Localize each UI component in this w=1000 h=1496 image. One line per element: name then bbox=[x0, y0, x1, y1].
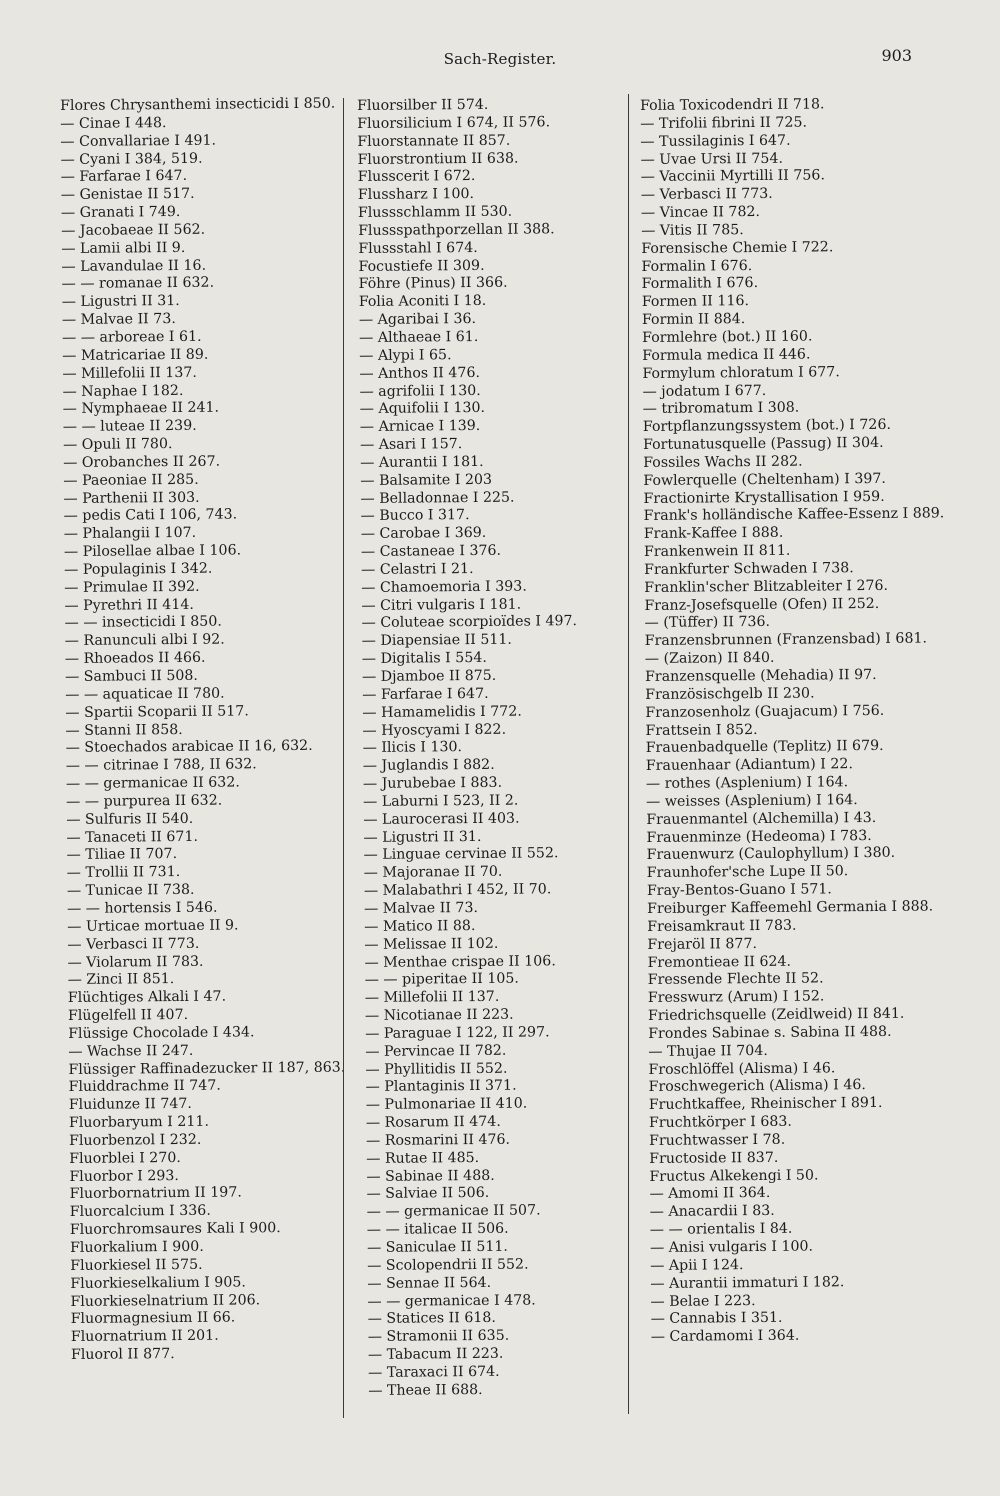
index-entry: — Urticae mortuae II 9. bbox=[67, 917, 239, 935]
index-entry: Fortunatusquelle (Passug) II 304. bbox=[642, 434, 884, 454]
index-entry: — Malabathri I 452, II 70. bbox=[363, 881, 552, 900]
index-entry: — Opuli II 780. bbox=[62, 436, 173, 454]
page-number: 903 bbox=[881, 46, 912, 65]
index-entry: Frauenminze (Hedeoma) I 783. bbox=[646, 827, 872, 846]
index-entry: — Laburni I 523, II 2. bbox=[363, 792, 519, 810]
index-entry: — Castaneae I 376. bbox=[360, 542, 502, 561]
index-entry: — — arboreae I 61. bbox=[62, 328, 202, 346]
index-entry: — Juglandis I 882. bbox=[362, 757, 495, 775]
index-entry: — tribromatum I 308. bbox=[642, 399, 800, 418]
index-entry: — Tiliae II 707. bbox=[66, 846, 178, 864]
index-entry: — Nicotianae II 223. bbox=[364, 1006, 514, 1024]
index-entry: — Apii I 124. bbox=[650, 1256, 744, 1274]
index-entry: — Malvae II 73. bbox=[61, 311, 176, 329]
index-entry: Frauenbadquelle (Teplitz) II 679. bbox=[645, 738, 884, 757]
index-entry: Fluorchromsaures Kali I 900. bbox=[69, 1220, 281, 1239]
index-column-2 bbox=[357, 96, 648, 1401]
index-entry: — — aquaticae II 780. bbox=[65, 685, 225, 703]
index-entry: — Parthenii II 303. bbox=[63, 489, 200, 507]
index-entry: — Pyrethri II 414. bbox=[64, 596, 194, 614]
index-entry: — Vincae II 782. bbox=[640, 204, 761, 222]
index-entry: — — piperitae II 105. bbox=[364, 970, 519, 989]
index-entry: — Menthae crispae II 106. bbox=[364, 952, 556, 971]
index-entry: — Uvae Ursi II 754. bbox=[640, 150, 784, 168]
index-entry: — Ligustri II 31. bbox=[61, 293, 180, 311]
index-entry: Formalin I 676. bbox=[641, 257, 753, 275]
index-entry: — Orobanches II 267. bbox=[63, 453, 221, 471]
index-entry: — Balsamite I 203 bbox=[360, 471, 493, 489]
index-entry: — Jacobaeae II 562. bbox=[61, 221, 206, 239]
index-entry: Fremontieae II 624. bbox=[647, 953, 792, 971]
index-entry: Fowlerquelle (Cheltenham) I 397. bbox=[643, 470, 886, 489]
index-entry: — Plantaginis II 371. bbox=[365, 1078, 517, 1096]
index-entry: Frondes Sabinae s. Sabina II 488. bbox=[648, 1023, 892, 1042]
index-entry: — Malvae II 73. bbox=[364, 899, 479, 917]
index-entry: — Wachse II 247. bbox=[68, 1042, 194, 1060]
index-entry: Fluorsilicium I 674, II 576. bbox=[357, 114, 551, 132]
index-entry: Formalith I 676. bbox=[641, 275, 759, 293]
index-entry: Frankfurter Schwaden I 738. bbox=[644, 560, 854, 578]
index-entry: — Verbasci II 773. bbox=[67, 935, 200, 953]
index-entry: — Majoranae II 70. bbox=[363, 864, 503, 882]
index-entry: Formula medica II 446. bbox=[642, 346, 811, 364]
column-divider bbox=[343, 98, 344, 1418]
index-entry: Franzensbrunnen (Franzensbad) I 681. bbox=[644, 630, 928, 650]
index-entry: Fluorbor I 293. bbox=[69, 1167, 179, 1185]
index-entry: — Cardamomi I 364. bbox=[650, 1327, 800, 1346]
index-entry: — Hamamelidis I 772. bbox=[362, 703, 522, 721]
index-entry: Fressende Flechte II 52. bbox=[647, 970, 824, 989]
index-entry: Franklin'scher Blitzableiter I 276. bbox=[644, 577, 889, 596]
index-entry: — Asari I 157. bbox=[359, 436, 463, 454]
index-entry: Fluornatrium II 201. bbox=[70, 1327, 219, 1346]
index-entry: Flores Chrysanthemi insecticidi I 850. bbox=[60, 95, 336, 114]
index-entry: — Naphae I 182. bbox=[62, 382, 184, 400]
index-entry: — — romanae II 632. bbox=[61, 275, 215, 293]
index-entry: — Millefolii II 137. bbox=[364, 988, 500, 1007]
index-entry: — Laurocerasi II 403. bbox=[363, 810, 520, 828]
index-entry: — Melissae II 102. bbox=[364, 935, 499, 953]
index-entry: — Pilosellae albae I 106. bbox=[63, 542, 242, 561]
index-entry: — Scolopendrii II 552. bbox=[367, 1256, 529, 1274]
index-entry: — Linguae cervinae II 552. bbox=[363, 845, 559, 864]
index-entry: — Cannabis I 351. bbox=[650, 1310, 783, 1328]
index-entry: Friedrichsquelle (Zeidlweid) II 841. bbox=[647, 1005, 905, 1024]
index-entry: — Millefolii II 137. bbox=[62, 364, 197, 382]
index-entry: — Populaginis I 342. bbox=[64, 560, 213, 578]
index-entry: — Statices II 618. bbox=[367, 1310, 496, 1328]
index-entry: — Sabinae II 488. bbox=[366, 1167, 495, 1185]
index-entry: Fluorsilber II 574. bbox=[357, 96, 489, 114]
index-entry: — Matico II 88. bbox=[364, 917, 476, 935]
index-entry: — Sambuci II 508. bbox=[64, 667, 198, 685]
index-entry: — Jurubebae I 883. bbox=[362, 774, 503, 793]
index-entry: — Chamoemoria I 393. bbox=[361, 578, 527, 596]
index-entry: Fructus Alkekengi I 50. bbox=[649, 1167, 819, 1185]
index-entry: Frank-Kaffee I 888. bbox=[643, 525, 784, 543]
index-entry: — Tabacum II 223. bbox=[367, 1345, 504, 1364]
index-entry: Flüssige Chocolade I 434. bbox=[68, 1024, 255, 1042]
index-entry: — Arnicae I 139. bbox=[359, 418, 481, 436]
index-entry: Fluidunze II 747. bbox=[68, 1096, 192, 1114]
index-entry: Frattsein I 852. bbox=[645, 721, 758, 739]
index-entry: Frauenhaar (Adiantum) I 22. bbox=[645, 756, 854, 775]
index-entry: — Citri vulgaris I 181. bbox=[361, 596, 522, 614]
index-entry: — Zinci II 851. bbox=[67, 971, 175, 989]
index-entry: — agrifolii I 130. bbox=[359, 382, 481, 400]
index-entry: — — citrinae I 788, II 632. bbox=[65, 756, 257, 775]
index-entry: — Genistae II 517. bbox=[60, 186, 195, 204]
index-entry: Fluorkieselkalium I 905. bbox=[70, 1274, 246, 1292]
index-entry: — Vitis II 785. bbox=[641, 222, 744, 239]
index-entry: — Stramonii II 635. bbox=[367, 1327, 510, 1346]
index-entry: Fortpflanzungssystem (bot.) I 726. bbox=[642, 417, 892, 436]
index-entry: Fruchtkörper I 683. bbox=[648, 1113, 792, 1132]
index-entry: — — germanicae II 507. bbox=[366, 1202, 541, 1221]
index-entry: Fraunhofer'sche Lupe II 50. bbox=[646, 863, 849, 882]
index-entry: — Agaribai I 36. bbox=[358, 311, 477, 329]
index-entry: Fluorkiesel II 575. bbox=[70, 1256, 203, 1274]
index-entry: Fruchtwasser I 78. bbox=[649, 1131, 786, 1149]
index-entry: — weisses (Asplenium) I 164. bbox=[646, 792, 858, 810]
index-entry: — Trollii II 731. bbox=[66, 864, 181, 882]
index-entry: — Rhoeados II 466. bbox=[64, 649, 206, 668]
index-entry: Formylum chloratum I 677. bbox=[642, 363, 840, 382]
index-entry: Flüchtiges Alkali I 47. bbox=[67, 988, 227, 1007]
index-entry: — Taraxaci II 674. bbox=[368, 1363, 500, 1381]
index-entry: — Tunicae II 738. bbox=[66, 881, 195, 900]
index-entry: Föhre (Pinus) II 366. bbox=[358, 275, 508, 293]
index-entry: — Belladonnae I 225. bbox=[360, 489, 515, 507]
index-entry: — Rutae II 485. bbox=[366, 1149, 480, 1167]
index-entry: — — purpurea II 632. bbox=[66, 792, 223, 810]
index-entry: — — luteae II 239. bbox=[62, 418, 197, 436]
index-entry: Folia Toxicodendri II 718. bbox=[640, 96, 825, 114]
index-entry: Fluiddrachme II 747. bbox=[68, 1078, 221, 1096]
index-entry: Franzosenholz (Guajacum) I 756. bbox=[645, 702, 885, 721]
index-entry: — Theae II 688. bbox=[368, 1381, 483, 1399]
index-entry: Fructoside II 837. bbox=[649, 1149, 779, 1167]
index-entry: — Anisi vulgaris I 100. bbox=[649, 1238, 814, 1256]
index-entry: Focustiefe II 309. bbox=[358, 257, 485, 275]
index-entry: — Trifolii fibrini II 725. bbox=[640, 114, 808, 132]
index-entry: — Cinae I 448. bbox=[60, 114, 167, 132]
index-entry: Froschwegerich (Alisma) I 46. bbox=[648, 1077, 866, 1096]
index-entry: Fluorcalcium I 336. bbox=[69, 1203, 211, 1221]
index-entry: — Lavandulae II 16. bbox=[61, 257, 207, 275]
index-entry: — Ilicis I 130. bbox=[362, 739, 463, 757]
index-entry: — Aquifolii I 130. bbox=[359, 400, 486, 418]
column-divider bbox=[628, 94, 629, 1414]
index-entry: — (Tüffer) II 736. bbox=[644, 614, 771, 632]
index-entry: — Sulfuris II 540. bbox=[66, 810, 194, 828]
index-entry: Flügelfell II 407. bbox=[67, 1006, 189, 1024]
index-entry: Formen II 116. bbox=[641, 293, 750, 311]
index-entry: — Farfarae I 647. bbox=[362, 685, 489, 703]
index-entry: — Sennae II 564. bbox=[367, 1274, 492, 1292]
index-entry: — Digitalis I 554. bbox=[361, 650, 487, 668]
index-entry: — Djamboe II 875. bbox=[361, 667, 497, 685]
index-entry: — Hyoscyami I 822. bbox=[362, 721, 507, 739]
index-entry: Fluorkalium I 900. bbox=[69, 1238, 204, 1256]
index-entry: — jodatum I 677. bbox=[642, 382, 767, 400]
index-entry: — Ligustri II 31. bbox=[363, 828, 482, 846]
index-entry: Formin II 884. bbox=[641, 311, 746, 329]
index-entry: — — germanicae II 632. bbox=[65, 774, 240, 793]
index-entry: — — orientalis I 84. bbox=[649, 1220, 793, 1239]
index-entry: Flussharz I 100. bbox=[357, 186, 475, 204]
index-entry: — (Zaizon) II 840. bbox=[644, 650, 775, 668]
index-entry: Freisamkraut II 783. bbox=[647, 917, 797, 935]
index-entry: — Verbasci II 773. bbox=[640, 186, 773, 204]
index-entry: — Paraguae I 122, II 297. bbox=[365, 1024, 550, 1042]
index-entry: Frauenmantel (Alchemilla) I 43. bbox=[646, 809, 877, 828]
index-entry: — Saniculae II 511. bbox=[366, 1238, 508, 1256]
index-entry: — Tanaceti II 671. bbox=[66, 828, 199, 846]
index-entry: — — italicae II 506. bbox=[366, 1220, 509, 1239]
index-entry: — Diapensiae II 511. bbox=[361, 631, 512, 650]
index-entry: Formlehre (bot.) II 160. bbox=[642, 328, 813, 346]
index-entry: — Cyani I 384, 519. bbox=[60, 150, 203, 168]
index-entry: — Anacardii I 83. bbox=[649, 1203, 775, 1221]
index-entry: — rothes (Asplenium) I 164. bbox=[645, 774, 849, 793]
index-entry: Fluorstannate II 857. bbox=[357, 132, 511, 150]
index-entry: — Alypi I 65. bbox=[359, 346, 452, 364]
index-entry: — Celastri I 21. bbox=[361, 560, 474, 578]
index-entry: — Carobae I 369. bbox=[360, 525, 487, 543]
index-entry: — — germanicae I 478. bbox=[367, 1292, 536, 1310]
index-entry: — — hortensis I 546. bbox=[67, 899, 218, 917]
index-entry: — Phalangii I 107. bbox=[63, 525, 197, 543]
index-entry: Froschlöffel (Alisma) I 46. bbox=[648, 1059, 836, 1078]
index-entry: — Bucco I 317. bbox=[360, 507, 470, 525]
index-entry: Frank's holländische Kaffee-Essenz I 889. bbox=[643, 505, 945, 525]
index-entry: — Rosmarini II 476. bbox=[366, 1131, 511, 1149]
index-entry: — Salviae II 506. bbox=[366, 1185, 490, 1203]
index-entry: Fluorkieselnatrium II 206. bbox=[70, 1291, 261, 1310]
index-entry: — Aurantii I 181. bbox=[360, 453, 484, 471]
index-entry: Franzensquelle (Mehadia) II 97. bbox=[644, 666, 877, 685]
index-entry: Fluorbaryum I 211. bbox=[68, 1113, 209, 1132]
index-entry: — Phyllitidis II 552. bbox=[365, 1060, 508, 1078]
index-entry: Flussschlamm II 530. bbox=[357, 203, 513, 222]
index-entry: Flussstahl I 674. bbox=[358, 239, 478, 257]
index-entry: — Violarum II 783. bbox=[67, 953, 204, 971]
index-entry: — Farfarae I 647. bbox=[60, 168, 188, 186]
index-entry: Fruchtkaffee, Rheinischer I 891. bbox=[648, 1095, 883, 1114]
index-entry: Fluorstrontium II 638. bbox=[357, 150, 519, 168]
index-entry: Fluorblei I 270. bbox=[69, 1149, 181, 1167]
index-entry: Flüssiger Raffinadezucker II 187, 863. bbox=[68, 1059, 346, 1078]
index-entry: Freiburger Kaffeemehl Germania I 888. bbox=[647, 898, 934, 917]
index-entry: Forensische Chemie I 722. bbox=[641, 239, 834, 257]
index-entry: Fossiles Wachs II 282. bbox=[643, 453, 803, 471]
index-entry: Frauenwurz (Caulophyllum) I 380. bbox=[646, 845, 896, 864]
index-entry: Frejaröl II 877. bbox=[647, 935, 758, 953]
index-entry: Fluorbornatrium II 197. bbox=[69, 1184, 242, 1203]
index-entry: Franz-Josefsquelle (Ofen) II 252. bbox=[644, 595, 880, 614]
index-column-3 bbox=[640, 95, 951, 1347]
index-entry: Fray-Bentos-Guano I 571. bbox=[646, 881, 832, 900]
index-entry: — pedis Cati I 106, 743. bbox=[63, 506, 238, 525]
index-entry: — Amomi II 364. bbox=[649, 1185, 771, 1203]
index-entry: — Belae I 223. bbox=[650, 1292, 756, 1310]
index-entry: Französischgelb II 230. bbox=[645, 685, 815, 703]
index-entry: — Paeoniae II 285. bbox=[63, 471, 199, 489]
index-entry: — — insecticidi I 850. bbox=[64, 614, 222, 632]
index-entry: — Tussilaginis I 647. bbox=[640, 132, 791, 150]
index-entry: Fluormagnesium II 66. bbox=[70, 1309, 236, 1328]
index-entry: Frankenwein II 811. bbox=[643, 542, 791, 561]
index-entry: — Vaccinii Myrtilli II 756. bbox=[640, 167, 826, 186]
index-entry: Fluorbenzol I 232. bbox=[69, 1131, 202, 1149]
index-entry: — Granati I 749. bbox=[60, 204, 181, 222]
index-entry: — Pulmonariae II 410. bbox=[365, 1095, 528, 1114]
index-entry: — Matricariae II 89. bbox=[62, 346, 209, 364]
index-entry: — Aurantii immaturi I 182. bbox=[650, 1273, 845, 1292]
index-entry: — Thujae II 704. bbox=[648, 1042, 768, 1060]
index-entry: — Nymphaeae II 241. bbox=[62, 399, 220, 418]
index-entry: Flusscerit I 672. bbox=[357, 168, 476, 186]
index-entry: — Pervincae II 782. bbox=[365, 1042, 507, 1060]
index-entry: — Lamii albi II 9. bbox=[61, 239, 186, 257]
index-entry: — Convallariae I 491. bbox=[60, 132, 217, 150]
index-entry: — Stanni II 858. bbox=[65, 721, 183, 739]
index-entry: Fresswurz (Arum) I 152. bbox=[647, 988, 825, 1007]
index-column-1 bbox=[60, 96, 356, 1365]
index-entry: — Ranunculi albi I 92. bbox=[64, 631, 225, 650]
index-entry: Fractionirte Krystallisation I 959. bbox=[643, 488, 885, 507]
index-entry: — Anthos II 476. bbox=[359, 364, 481, 382]
index-entry: Flussspathporzellan II 388. bbox=[358, 221, 555, 239]
index-entry: Fluorol II 877. bbox=[70, 1346, 175, 1364]
index-entry: — Althaeae I 61. bbox=[359, 328, 479, 346]
index-entry: — Coluteae scorpioïdes I 497. bbox=[361, 613, 578, 632]
index-entry: Folia Aconiti I 18. bbox=[358, 293, 487, 311]
index-entry: — Rosarum II 474. bbox=[365, 1113, 501, 1132]
index-entry: — Stoechados arabicae II 16, 632. bbox=[65, 738, 313, 757]
index-entry: — Primulae II 392. bbox=[64, 578, 200, 596]
running-head: Sach-Register. bbox=[443, 50, 557, 68]
index-entry: — Spartii Scoparii II 517. bbox=[65, 703, 249, 721]
